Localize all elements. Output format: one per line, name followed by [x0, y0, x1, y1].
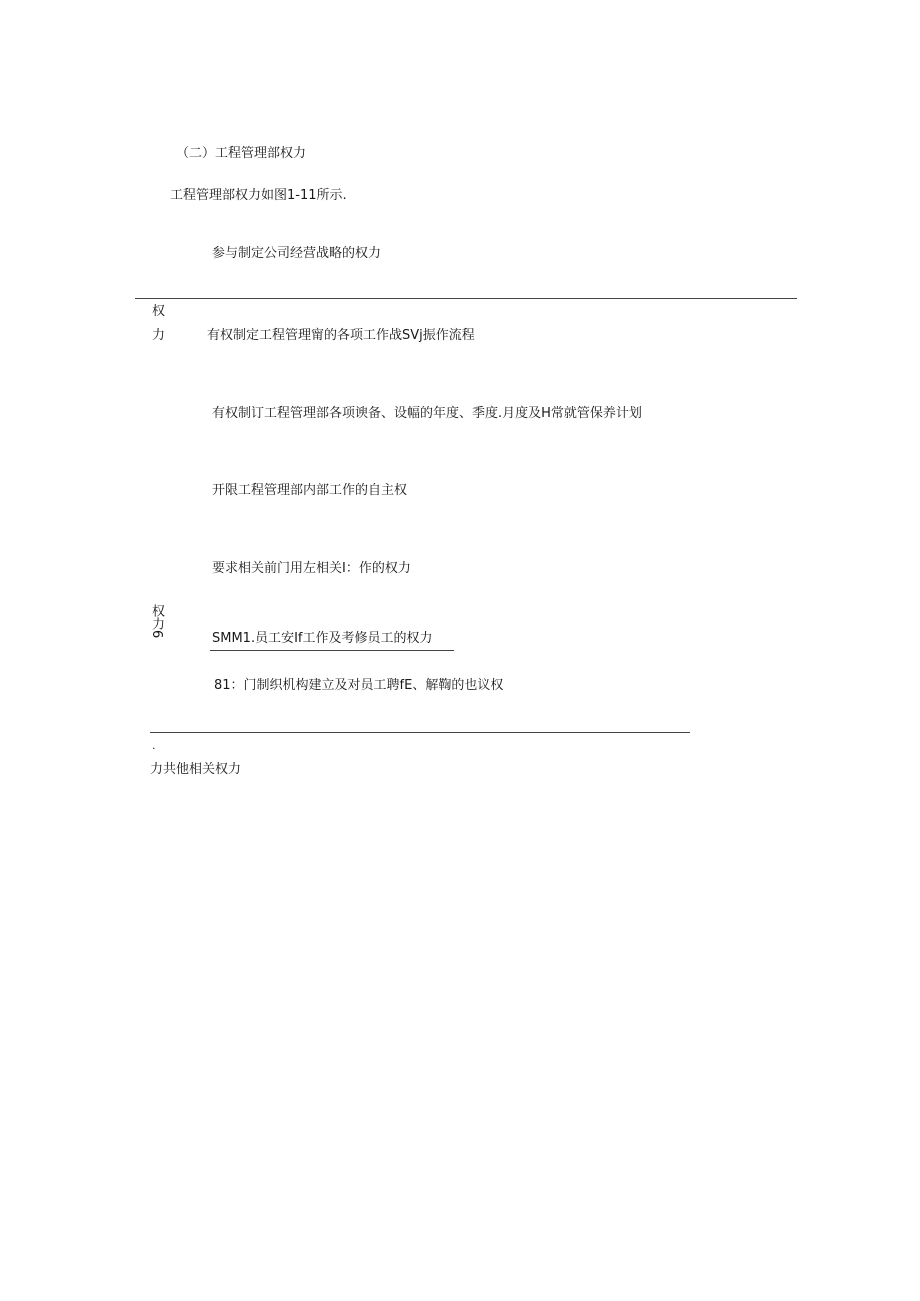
item-5-underline — [210, 650, 454, 651]
power-item-6: 81：门制织机构建立及对员工聘fE、解鞫的也议权 — [214, 678, 504, 693]
divider-line-top — [135, 298, 797, 299]
left-label-char-2: 力 — [152, 328, 166, 343]
dot-mark: . — [152, 739, 156, 752]
power-item-2: 有权制订工程管理部各项谀备、设幅的年度、季度.月度及H常就管保养计划 — [212, 406, 642, 421]
top-item: 参与制定公司经营战略的权力 — [212, 246, 382, 261]
bottom-label: 力共他相关权力 — [150, 762, 242, 777]
intro-paragraph: 工程管理部权力如图1-11所示. — [170, 188, 347, 203]
power-item-3: 开限工程管理部内部工作的自主权 — [212, 483, 408, 498]
power-item-5: SMM1.员工安If工作及考修员工的权力 — [212, 631, 433, 646]
power-item-4: 要求相关前门用左相关I：作的权力 — [212, 561, 411, 576]
left-label-char-1: 权 — [152, 304, 166, 319]
divider-line-bottom — [150, 732, 690, 733]
power-item-1: 有权制定工程管理甯的各项工作战SVj振作流程 — [207, 328, 475, 343]
left-label-vertical: 权力6 — [149, 604, 164, 639]
section-heading: （二）工程管理部权力 — [176, 146, 307, 161]
